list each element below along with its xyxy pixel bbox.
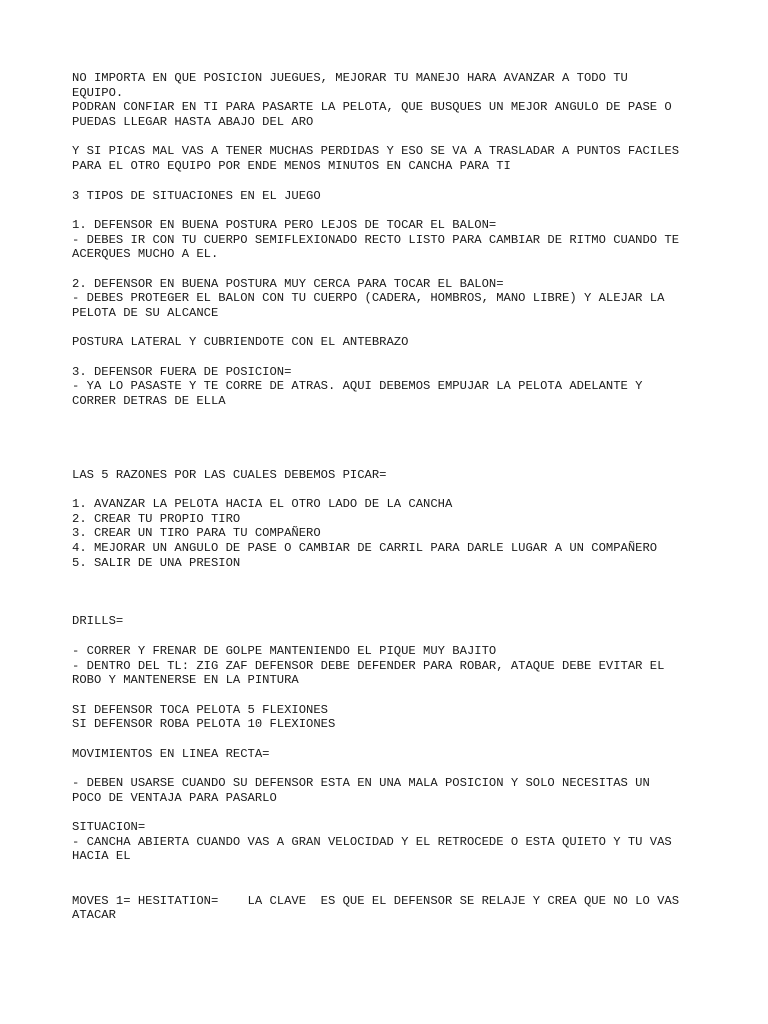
text-line: 5. SALIR DE UNA PRESION [72, 555, 241, 570]
text-line: ROBO Y MANTENERSE EN LA PINTURA [72, 673, 299, 688]
text-line: ATACAR [72, 908, 116, 923]
text-line: POSTURA LATERAL Y CUBRIENDOTE CON EL ANTEBRAZO [72, 335, 409, 350]
text-line: CORRER DETRAS DE ELLA [72, 394, 226, 409]
text-line: POCO DE VENTAJA PARA PASARLO [72, 790, 277, 805]
text-line: 1. AVANZAR LA PELOTA HACIA EL OTRO LADO DE LA CANCHA [72, 496, 453, 511]
text-line: - YA LO PASASTE Y TE CORRE DE ATRAS. AQUI DEBEMOS EMPUJAR LA PELOTA ADELANTE Y [72, 379, 643, 394]
text-line: DRILLS= [72, 614, 124, 629]
blank-line [72, 203, 712, 218]
blank-line [72, 732, 712, 747]
blank-line [72, 174, 712, 189]
text-line: - DEBES IR CON TU CUERPO SEMIFLEXIONADO RECTO LISTO PARA CAMBIAR DE RITMO CUANDO TE [72, 232, 680, 247]
text-line: 3 TIPOS DE SITUACIONES EN EL JUEGO [72, 188, 321, 203]
text-line: - CANCHA ABIERTA CUANDO VAS A GRAN VELOCIDAD Y EL RETROCEDE O ESTA QUIETO Y TU VAS [72, 834, 672, 849]
text-line: - DEBEN USARSE CUANDO SU DEFENSOR ESTA EN UNA MALA POSICION Y SOLO NECESITAS UN [72, 776, 650, 790]
text-line: 2. DEFENSOR EN BUENA POSTURA MUY CERCA PARA TOCAR EL BALON= [72, 276, 504, 291]
text-line: 3. DEFENSOR FUERA DE POSICION= [72, 364, 292, 379]
blank-line [72, 688, 712, 703]
blank-line [72, 600, 712, 615]
blank-line [72, 879, 712, 894]
blank-line [72, 761, 712, 776]
text-line: PARA EL OTRO EQUIPO POR ENDE MENOS MINUTOS EN CANCHA PARA TI [72, 159, 511, 174]
blank-line [72, 424, 712, 439]
document-body [72, 71, 712, 923]
blank-line [72, 570, 712, 585]
text-line: - DEBES PROTEGER EL BALON CON TU CUERPO (CADERA, HOMBROS, MANO LIBRE) Y ALEJAR LA [72, 291, 665, 306]
text-line: Y SI PICAS MAL VAS A TENER MUCHAS PERDIDAS Y ESO SE VA A TRASLADAR A PUNTOS FACILES [72, 144, 680, 159]
text-line: SI DEFENSOR ROBA PELOTA 10 FLEXIONES [72, 717, 336, 732]
text-line: PELOTA DE SU ALCANCE [72, 306, 219, 320]
blank-line [72, 321, 712, 336]
blank-line [72, 350, 712, 365]
text-line: HACIA EL [72, 849, 131, 864]
text-line: ACERQUES MUCHO A EL. [72, 247, 219, 262]
text-line: 4. MEJORAR UN ANGULO DE PASE O CAMBIAR DE CARRIL PARA DARLE LUGAR A UN COMPAÑERO [72, 541, 658, 555]
blank-line [72, 453, 712, 468]
blank-line [72, 438, 712, 453]
blank-line [72, 409, 712, 424]
text-line: - CORRER Y FRENAR DE GOLPE MANTENIENDO EL PIQUE MUY BAJITO [72, 643, 497, 658]
blank-line [72, 585, 712, 600]
blank-line [72, 482, 712, 497]
text-line: SITUACION= [72, 820, 146, 835]
text-line: MOVIMIENTOS EN LINEA RECTA= [72, 746, 270, 761]
text-line: 3. CREAR UN TIRO PARA TU COMPAÑERO [72, 526, 321, 541]
text-line: EQUIPO. [72, 85, 124, 100]
text-line: - DENTRO DEL TL: ZIG ZAF DEFENSOR DEBE DEFENDER PARA ROBAR, ATAQUE DEBE EVITAR EL [72, 658, 665, 673]
text-line: LAS 5 RAZONES POR LAS CUALES DEBEMOS PICAR= [72, 467, 387, 482]
text-line: NO IMPORTA EN QUE POSICION JUEGUES, MEJORAR TU MANEJO HARA AVANZAR A TODO TU [72, 71, 628, 85]
text-line: PODRAN CONFIAR EN TI PARA PASARTE LA PELOTA, QUE BUSQUES UN MEJOR ANGULO DE PASE O [72, 100, 672, 115]
text-line: 2. CREAR TU PROPIO TIRO [72, 511, 241, 526]
blank-line [72, 629, 712, 644]
blank-line [72, 805, 712, 820]
text-line: MOVES 1= HESITATION= LA CLAVE ES QUE EL DEFENSOR SE RELAJE Y CREA QUE NO LO VAS [72, 893, 680, 908]
text-line: SI DEFENSOR TOCA PELOTA 5 FLEXIONES [72, 702, 328, 717]
text-line: 1. DEFENSOR EN BUENA POSTURA PERO LEJOS DE TOCAR EL BALON= [72, 217, 497, 232]
blank-line [72, 262, 712, 277]
blank-line [72, 864, 712, 879]
text-line: PUEDAS LLEGAR HASTA ABAJO DEL ARO [72, 115, 314, 130]
blank-line [72, 130, 712, 145]
